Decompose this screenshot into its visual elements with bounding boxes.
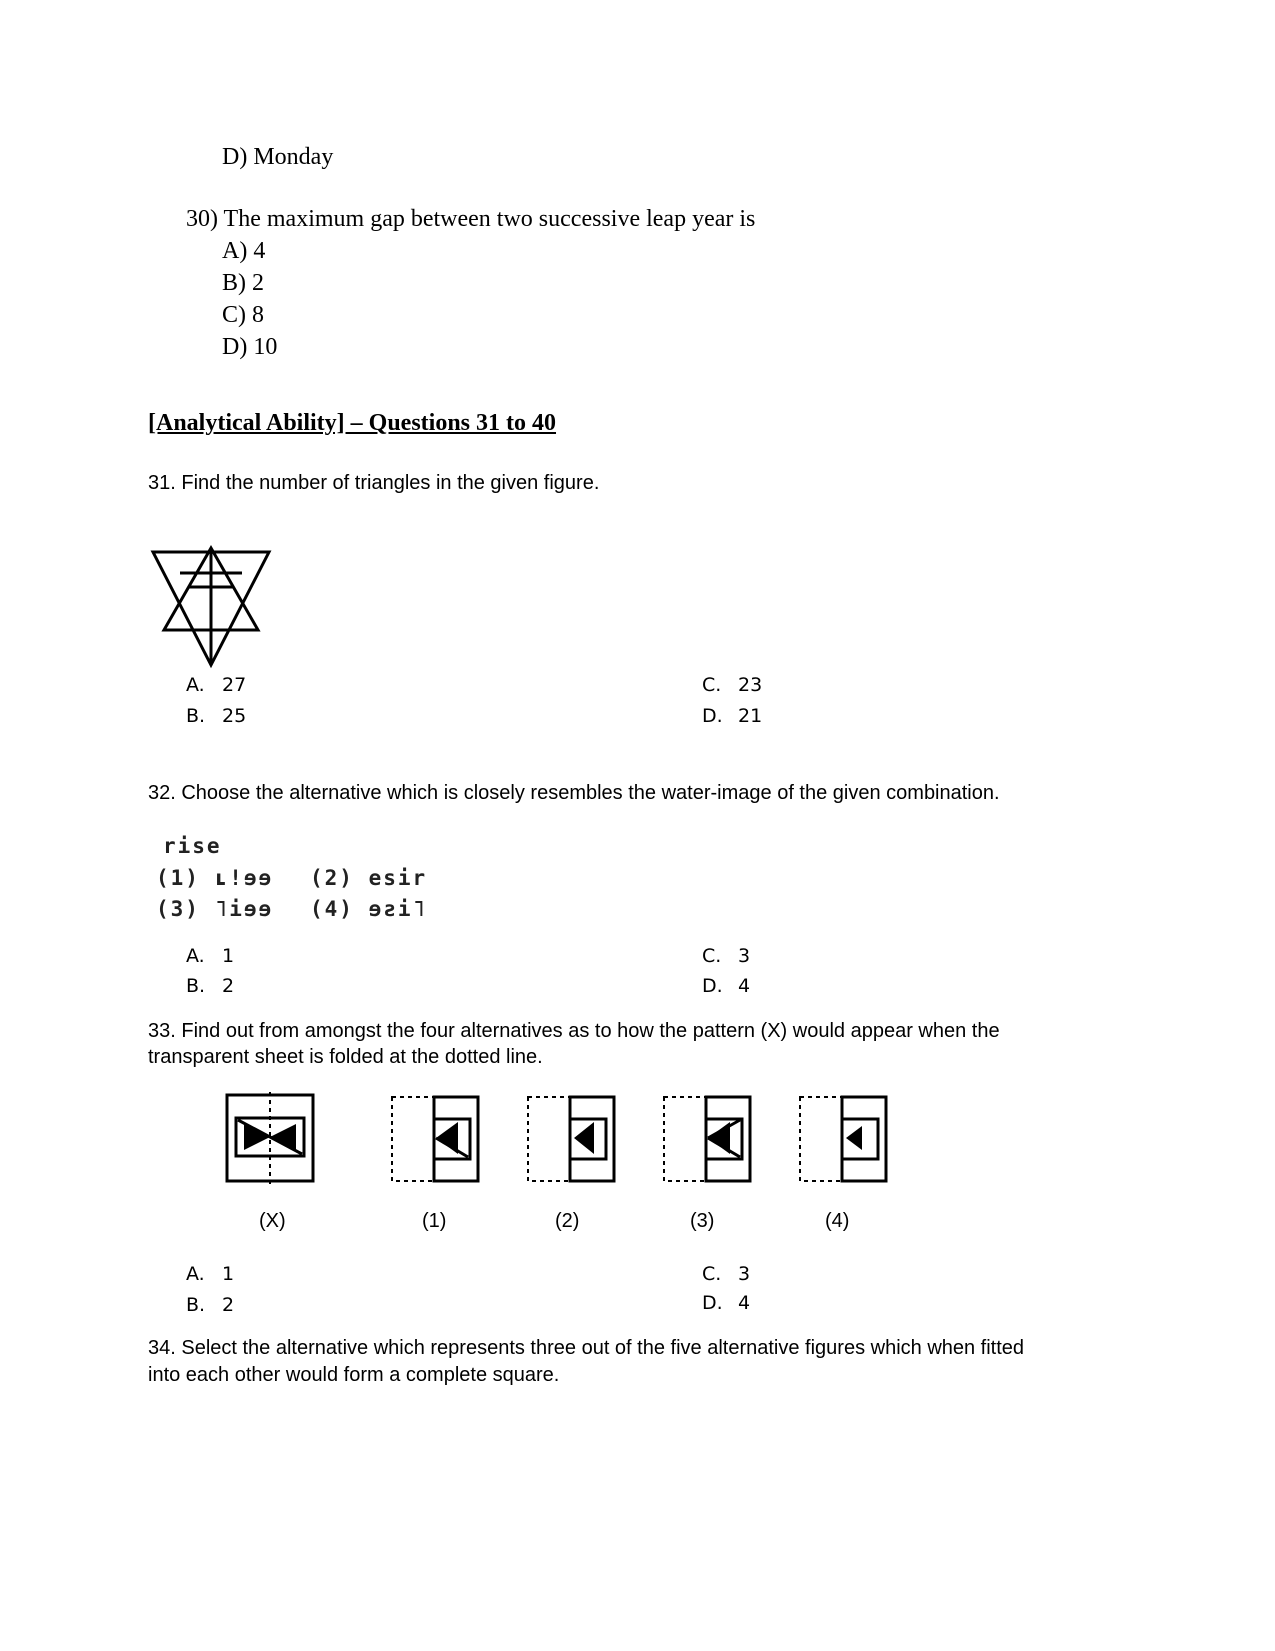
q31-option-b: B. 25 [186,705,247,727]
q31-option-d: D. 21 [702,705,763,727]
triangles-figure [148,545,278,670]
q29-option-d: D) Monday [222,144,334,170]
q30-option-b: B) 2 [222,270,264,296]
q31-option-a: A. 27 [186,674,247,696]
q32-figure-alt-1: (1) ʟ!ɘɘ [156,866,274,890]
fold-label-1: (1) [422,1210,447,1232]
fold-label-4: (4) [825,1210,850,1232]
q33-option-a: A. 1 [186,1263,235,1285]
q30-option-a: A) 4 [222,238,266,264]
fold-figure-2 [526,1094,618,1186]
q30-option-d: D) 10 [222,334,278,360]
q33-option-d: D. 4 [702,1292,751,1314]
q33-question-line-2: transparent sheet is folded at the dotted line. [148,1046,543,1068]
fold-label-3: (3) [690,1210,715,1232]
q32-option-d: D. 4 [702,975,751,997]
fold-figure-3 [662,1094,754,1186]
fold-figure-4 [798,1094,890,1186]
q32-question: 32. Choose the alternative which is closely resembles the water-image of the given combination. [148,782,1000,804]
q33-option-b: B. 2 [186,1294,235,1316]
q32-figure-alt-4: (4) ɘƨi˥ [310,897,428,921]
fold-figure-x [224,1092,318,1184]
q33-question-line-1: 33. Find out from amongst the four alternatives as to how the pattern (X) would appear when the [148,1020,1000,1042]
q32-option-c: C. 3 [702,945,751,967]
q31-question: 31. Find the number of triangles in the given figure. [148,472,600,494]
q33-option-c: C. 3 [702,1263,751,1285]
q30-option-c: C) 8 [222,302,264,328]
q32-option-a: A. 1 [186,945,235,967]
fold-figure-1 [390,1094,482,1186]
q32-option-b: B. 2 [186,975,235,997]
q32-figure-word: rise [163,834,222,858]
fold-label-2: (2) [555,1210,580,1232]
section-heading: [Analytical Ability] – Questions 31 to 40 [148,410,557,436]
q34-question-line-2: into each other would form a complete square. [148,1364,560,1386]
q32-figure-alt-2: (2) esir [310,866,428,890]
q30-question: 30) The maximum gap between two successive leap year is [186,206,756,232]
q32-figure-alt-3: (3) ˥iɘɘ [156,897,274,921]
fold-label-x: (X) [259,1210,286,1232]
q31-option-c: C. 23 [702,674,763,696]
q34-question-line-1: 34. Select the alternative which represents three out of the five alternative figures which when fitted [148,1337,1025,1359]
